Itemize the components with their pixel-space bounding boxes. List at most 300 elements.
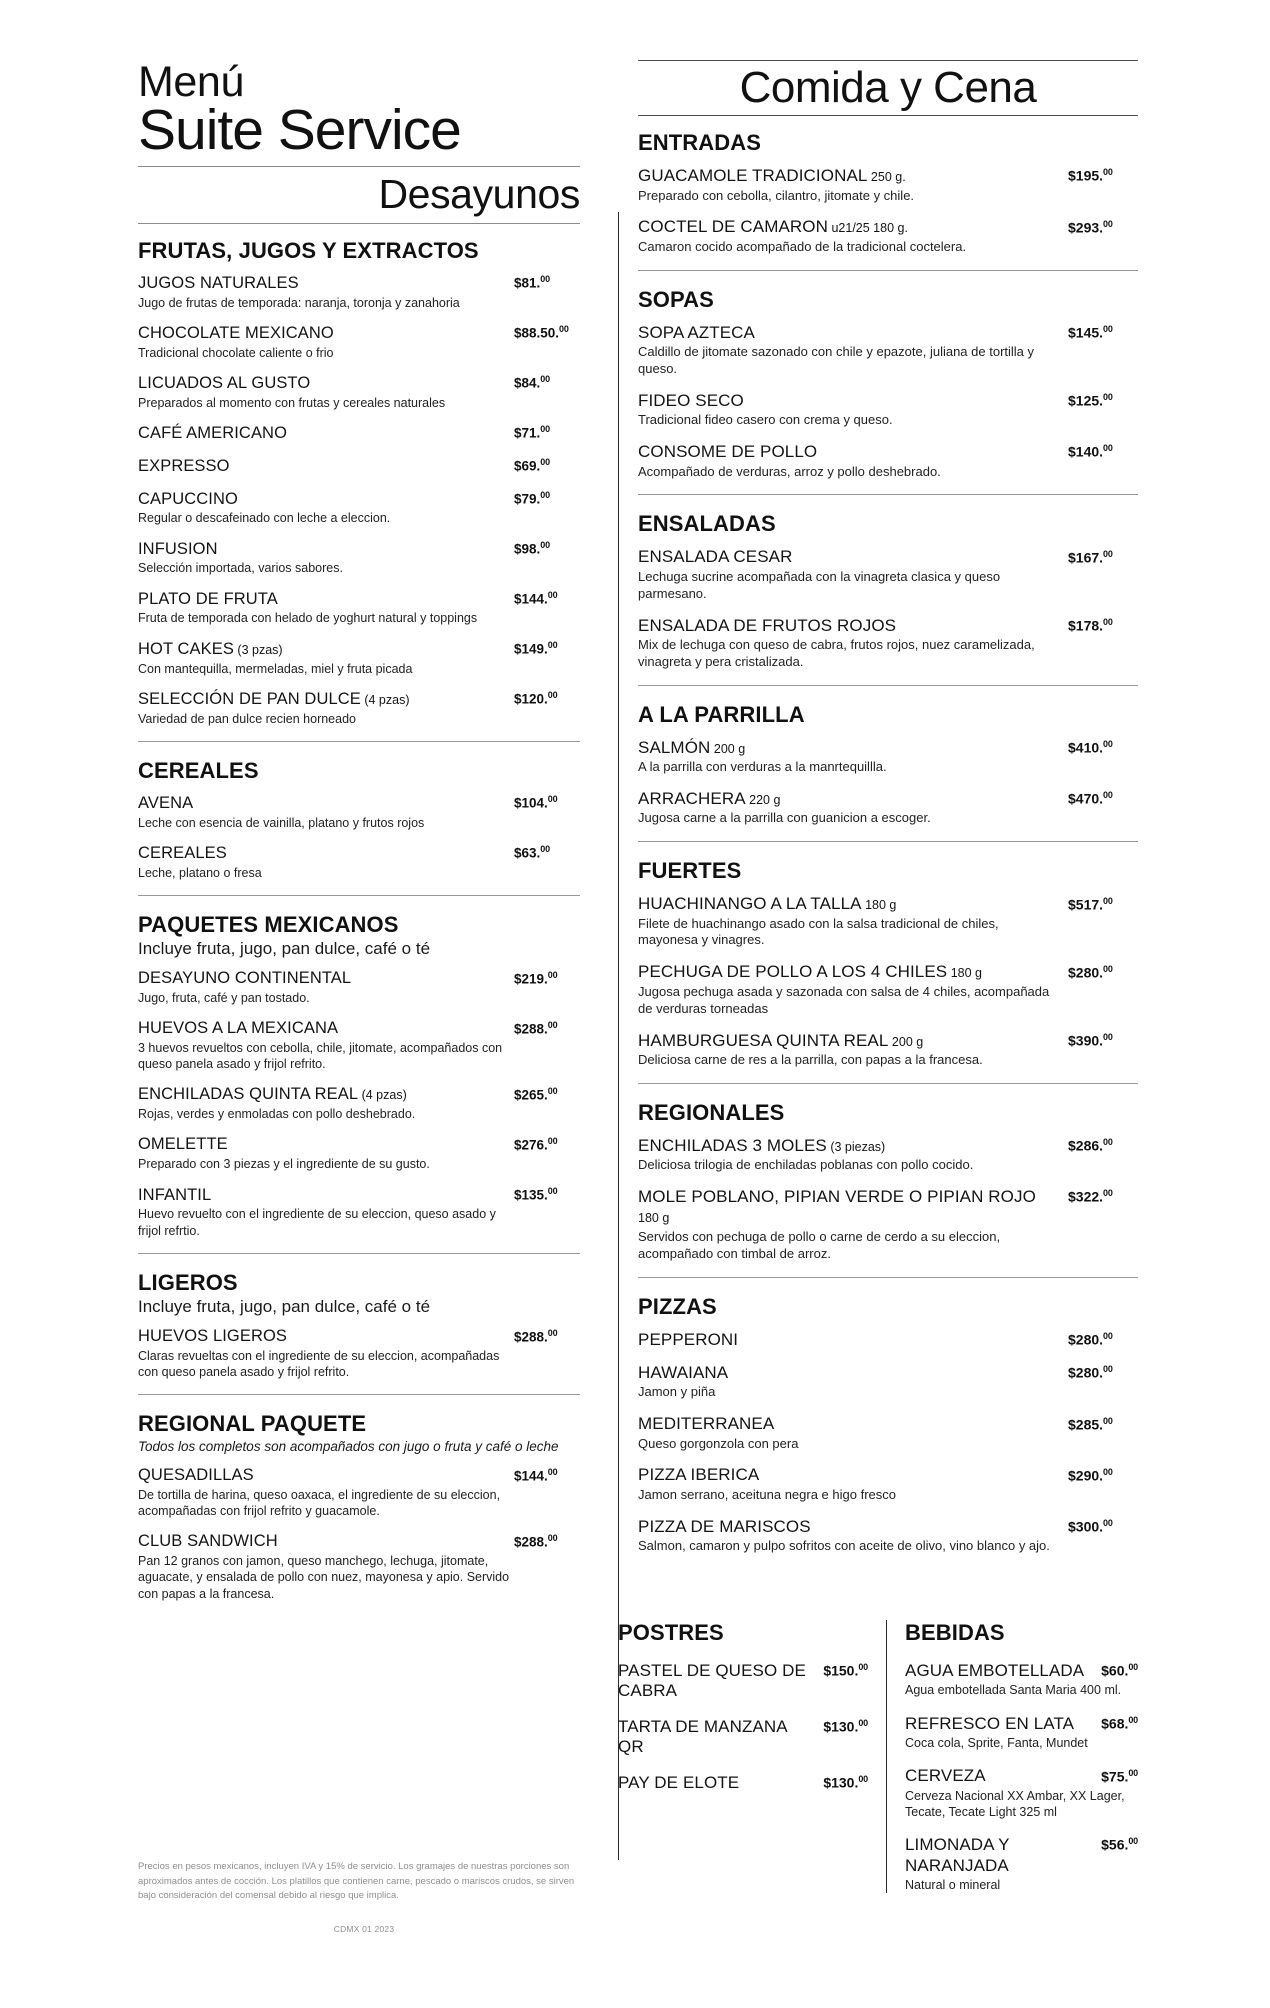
- menu-item-quantity: 180 g: [861, 898, 897, 913]
- menu-item-price-cents: 00: [1103, 1466, 1113, 1477]
- section-rule: [638, 1083, 1138, 1084]
- menu-item-row: [638, 1031, 1138, 1051]
- menu-item-name: HAWAIANA: [638, 1362, 729, 1382]
- menu-item: [905, 1661, 1138, 1699]
- menu-item-description: Mix de lechuga con queso de cabra, frutos rojos, nuez caramelizada, vinagreta y pera cristalizada.: [638, 636, 1035, 669]
- menu-item-name: CLUB SANDWICH: [138, 1532, 278, 1551]
- menu-item-name: MEDITERRANEA: [638, 1414, 775, 1434]
- menu-item-description: Tradicional fideo casero con crema y queso.: [638, 412, 893, 428]
- menu-item-row: [638, 738, 1138, 758]
- menu-item-row: [638, 391, 1138, 411]
- menu-item-price-cents: 00: [858, 1662, 868, 1673]
- menu-item: [138, 690, 580, 727]
- menu-item-row: [638, 1330, 1138, 1350]
- menu-item-price: $280.00: [1068, 1330, 1113, 1348]
- menu-item: [638, 217, 1138, 255]
- menu-item-name: INFANTIL: [138, 1185, 212, 1204]
- menu-item-price: $276.00: [514, 1135, 558, 1153]
- menu-item-price-cents: 00: [540, 844, 550, 855]
- section-subheading-note: Todos los completos son acompañados con jugo o fruta y café o leche: [138, 1439, 559, 1455]
- menu-item-row: [618, 1773, 868, 1793]
- menu-item-price-cents: 00: [547, 969, 558, 980]
- menu-item-description: Agua embotellada Santa Maria 400 ml.: [905, 1683, 1122, 1698]
- menu-item-price-cents: 00: [1103, 1188, 1113, 1199]
- menu-item-price: $135.00: [514, 1186, 558, 1203]
- menu-title-line1: Menú: [138, 58, 244, 106]
- menu-item: [618, 1773, 868, 1793]
- menu-item-name: FIDEO SECO: [638, 390, 744, 410]
- menu-item: [638, 1031, 1138, 1069]
- menu-item-row: [618, 1661, 868, 1702]
- section-items: [638, 1330, 1138, 1556]
- menu-item: [638, 1330, 1138, 1350]
- bottom-sections: [618, 1620, 1138, 1893]
- right-sections-container: [638, 130, 1138, 1555]
- menu-item: [138, 794, 580, 831]
- menu-item-price-cents: 00: [547, 1085, 558, 1096]
- menu-item-price: $280.00: [1068, 1364, 1113, 1381]
- section-rule: [138, 741, 580, 742]
- menu-item-row: [905, 1714, 1138, 1734]
- menu-item-price-cents: 00: [1103, 1137, 1113, 1148]
- menu-item-description: Natural o mineral: [905, 1877, 1001, 1892]
- menu-item-name: HUEVOS LIGEROS: [138, 1327, 288, 1345]
- menu-item: [638, 1136, 1138, 1174]
- menu-item-quantity: 200 g: [888, 1034, 924, 1049]
- menu-item-description: Servidos con pechuga de pollo o carne de cerdo a su eleccion, acompañado con timbal de arroz.: [638, 1228, 1001, 1261]
- menu-item: [638, 166, 1138, 204]
- menu-item-price: $63.00: [514, 844, 550, 861]
- menu-title-line2: Suite Service: [138, 97, 461, 162]
- menu-section: [638, 1100, 1138, 1263]
- section-rule: [638, 685, 1138, 686]
- menu-item-description: Rojas, verdes y enmoladas con pollo deshebrado.: [138, 1107, 416, 1122]
- menu-item-description: Preparado con 3 piezas y el ingrediente de su gusto.: [138, 1157, 430, 1172]
- menu-item-price: $68.00: [1101, 1714, 1138, 1732]
- menu-item-description: Variedad de pan dulce recien horneado: [138, 711, 356, 726]
- menu-item-description: Preparados al momento con frutas y cereales naturales: [138, 395, 446, 410]
- menu-item: [138, 969, 580, 1006]
- menu-item-price: $81.00: [514, 274, 550, 291]
- menu-item-price: $98.00: [514, 540, 550, 557]
- menu-item-price: $56.00: [1101, 1836, 1138, 1854]
- menu-item-description: Caldillo de jitomate sazonado con chile y epazote, juliana de tortilla y queso.: [638, 344, 1035, 376]
- menu-item-name: INFUSION: [138, 539, 218, 558]
- menu-item-row: [138, 590, 580, 610]
- menu-item-row: [905, 1661, 1138, 1681]
- menu-item-description: Leche, platano o fresa: [138, 865, 262, 880]
- menu-item-description: Salmon, camaron y pulpo sofritos con aceite de olivo, vino blanco y ajo.: [638, 1538, 1050, 1554]
- menu-item-price: $60.00: [1101, 1662, 1138, 1679]
- menu-item-price: $145.00: [1068, 324, 1113, 341]
- menu-item-price: $178.00: [1068, 616, 1113, 634]
- menu-item-name: EXPRESSO: [138, 456, 230, 475]
- menu-item-price-cents: 00: [540, 424, 550, 435]
- menu-item-price-cents: 00: [547, 1135, 558, 1146]
- menu-item: [138, 374, 580, 411]
- menu-item-price: $149.00: [514, 640, 558, 657]
- menu-item-price: $288.00: [514, 1532, 558, 1550]
- menu-item-description: Jamon serrano, aceituna negra e higo fresco: [638, 1486, 896, 1502]
- menu-item-quantity: 200 g: [710, 741, 746, 756]
- menu-section: [138, 912, 580, 1239]
- menu-item-price-cents: 00: [540, 457, 550, 468]
- menu-item-description: Cerveza Nacional XX Ambar, XX Lager, Tecate, Tecate Light 325 ml: [905, 1788, 1125, 1819]
- postres-items: [618, 1661, 868, 1793]
- menu-item-row: [905, 1835, 1138, 1876]
- menu-item: [905, 1714, 1138, 1752]
- menu-item-price: $322.00: [1068, 1188, 1113, 1206]
- section-heading: FUERTES: [638, 858, 742, 884]
- menu-item: [638, 1517, 1138, 1555]
- menu-item-name: DESAYUNO CONTINENTAL: [138, 969, 352, 988]
- section-subheading: Incluye fruta, jugo, pan dulce, café o té: [138, 938, 431, 958]
- menu-item-quantity: 180 g: [638, 1211, 670, 1226]
- menu-item-row: [138, 969, 580, 989]
- menu-item-price: $88.50.00: [514, 324, 569, 341]
- menu-section: [638, 130, 1138, 256]
- menu-item-price: $293.00: [1068, 218, 1113, 236]
- menu-item-price: $265.00: [514, 1085, 558, 1103]
- postres-column: [618, 1620, 886, 1893]
- menu-item-price: $470.00: [1068, 790, 1113, 807]
- menu-item-price: $75.00: [1101, 1767, 1138, 1785]
- menu-item-name: ENSALADA DE FRUTOS ROJOS: [638, 615, 897, 635]
- section-items: [638, 323, 1138, 481]
- menu-item-description: Deliciosa trilogia de enchiladas poblanas con pollo cocido.: [638, 1157, 974, 1173]
- menu-item-price: $285.00: [1068, 1415, 1113, 1433]
- menu-item-row: [138, 640, 580, 660]
- menu-item-description: Coca cola, Sprite, Fanta, Mundet: [905, 1735, 1088, 1750]
- menu-section: [638, 858, 1138, 1069]
- menu-item-row: [638, 1363, 1138, 1383]
- menu-item: [638, 738, 1138, 776]
- menu-item-name: HAMBURGUESA QUINTA REAL 200 g: [638, 1030, 924, 1050]
- menu-item: [138, 590, 580, 627]
- section-items: [638, 1136, 1138, 1263]
- menu-item-description: A la parrilla con verduras a la manrtequillla.: [638, 759, 887, 775]
- menu-item-price-cents: 00: [1103, 790, 1113, 801]
- menu-item-row: [138, 1466, 580, 1486]
- menu-item-price-cents: 00: [1103, 324, 1113, 334]
- menu-item-quantity: (3 piezas): [826, 1139, 886, 1154]
- menu-item-description: Tradicional chocolate caliente o frio: [138, 345, 334, 360]
- section-heading: CEREALES: [138, 757, 259, 783]
- menu-item-name: AVENA: [138, 793, 194, 812]
- menu-item-description: Pan 12 granos con jamon, queso manchego, lechuga, jitomate, aguacate, y ensalada de pollo con nuez, mayonesa y apio. Servido con papas a la francesa.: [138, 1554, 510, 1601]
- menu-item: [138, 457, 580, 477]
- menu-item-name: CHOCOLATE MEXICANO: [138, 323, 334, 342]
- section-heading: REGIONAL PAQUETE: [138, 1411, 367, 1437]
- menu-item-price-cents: 00: [858, 1718, 868, 1729]
- menu-item-price-cents: 00: [547, 590, 558, 601]
- menu-item-row: [138, 324, 580, 344]
- subtitle-rule: [138, 223, 580, 224]
- menu-item-price: $120.00: [514, 690, 558, 707]
- menu-item-name: TARTA DE MANZANA QR: [618, 1716, 787, 1757]
- menu-item-row: [638, 962, 1138, 982]
- menu-item-price-cents: 00: [540, 540, 550, 551]
- menu-item-row: [638, 547, 1138, 567]
- menu-item-price-cents: 00: [1103, 616, 1113, 627]
- section-heading: LIGEROS: [138, 1269, 238, 1295]
- menu-item-row: [138, 794, 580, 814]
- menu-item-price-cents: 00: [540, 374, 550, 385]
- menu-item-price-cents: 00: [547, 794, 558, 805]
- menu-item-price-cents: 00: [1103, 1364, 1113, 1375]
- menu-item-description: Acompañado de verduras, arroz y pollo deshebrado.: [638, 463, 941, 479]
- menu-item-price: $195.00: [1068, 167, 1113, 185]
- title-rule: [138, 166, 580, 167]
- menu-item-price-cents: 00: [1103, 963, 1113, 974]
- menu-item-price: $517.00: [1068, 895, 1113, 913]
- menu-item: [638, 894, 1138, 949]
- menu-item: [638, 789, 1138, 827]
- menu-item-name: CAFÉ AMERICANO: [138, 423, 288, 442]
- section-items: [138, 794, 580, 881]
- menu-item: [618, 1717, 868, 1758]
- menu-item-row: [138, 690, 580, 710]
- section-rule: [138, 1253, 580, 1254]
- menu-item-price: $288.00: [514, 1327, 558, 1344]
- menu-item: [138, 1466, 580, 1519]
- menu-item-description: De tortilla de harina, queso oaxaca, el ingrediente de su eleccion, acompañadas con frijol refrito y guacamole.: [138, 1487, 501, 1519]
- menu-item: [618, 1661, 868, 1702]
- menu-item: [138, 540, 580, 577]
- menu-item: [138, 324, 580, 361]
- column-divider: [618, 212, 619, 1860]
- comida-cena-title: Comida y Cena: [739, 63, 1037, 112]
- menu-item-row: [638, 442, 1138, 462]
- menu-item-price-cents: 00: [547, 1532, 558, 1543]
- menu-item-price-cents: 00: [547, 1019, 558, 1030]
- menu-item-row: [138, 1327, 580, 1347]
- menu-item-row: [138, 844, 580, 864]
- section-heading: SOPAS: [638, 286, 714, 312]
- menu-item-name: GUACAMOLE TRADICIONAL 250 g.: [638, 166, 906, 186]
- menu-item-price-cents: 00: [547, 690, 558, 701]
- menu-item-name: HUEVOS A LA MEXICANA: [138, 1019, 339, 1038]
- menu-item-price: $130.00: [823, 1718, 868, 1735]
- section-items: [638, 166, 1138, 256]
- menu-item-name: ENCHILADAS 3 MOLES (3 piezas): [638, 1135, 886, 1155]
- menu-item-price-cents: 00: [858, 1773, 868, 1784]
- menu-item: [138, 844, 580, 881]
- menu-item: [138, 1532, 580, 1602]
- menu-item-description: Preparado con cebolla, cilantro, jitomate y chile.: [638, 187, 915, 203]
- menu-item-price-cents: 00: [1103, 443, 1113, 454]
- menu-item: [638, 1187, 1138, 1263]
- menu-item-price: $144.00: [514, 590, 558, 607]
- menu-item-price-cents: 00: [1103, 895, 1113, 906]
- menu-item-name: HUACHINANGO A LA TALLA 180 g: [638, 894, 897, 914]
- menu-item-price: $125.00: [1068, 392, 1113, 409]
- menu-item-quantity: (4 pzas): [360, 692, 410, 707]
- menu-section: [138, 758, 580, 881]
- menu-item-name: ENCHILADAS QUINTA REAL (4 pzas): [138, 1085, 407, 1104]
- menu-item-name: ENSALADA CESAR: [638, 547, 793, 567]
- menu-item-name: OMELETTE: [138, 1135, 228, 1154]
- menu-item: [138, 640, 580, 677]
- menu-item-name: HOT CAKES (3 pzas): [138, 639, 283, 658]
- section-rule: [138, 1394, 580, 1395]
- menu-item-description: Huevo revuelto con el ingrediente de su eleccion, queso asado y frijol refrtio.: [138, 1207, 496, 1238]
- menu-item-name: LIMONADA Y NARANJADA: [905, 1835, 1010, 1875]
- menu-item-row: [638, 616, 1138, 636]
- menu-item-price-cents: 00: [559, 324, 569, 335]
- menu-item-name: SELECCIÓN DE PAN DULCE (4 pzas): [138, 689, 410, 708]
- menu-item-price: $104.00: [514, 794, 558, 811]
- menu-item-price-cents: 00: [540, 274, 550, 285]
- menu-item-price-cents: 00: [547, 1186, 558, 1196]
- menu-item-description: Lechuga sucrine acompañada con la vinagreta clasica y queso parmesano.: [638, 568, 1001, 601]
- menu-section: [638, 511, 1138, 670]
- menu-item-description: Con mantequilla, mermeladas, miel y fruta picada: [138, 661, 413, 676]
- menu-item-price: $219.00: [514, 969, 558, 987]
- menu-item-name: CONSOME DE POLLO: [638, 442, 818, 462]
- menu-item-row: [638, 1517, 1138, 1537]
- menu-item-price: $130.00: [823, 1773, 868, 1791]
- menu-item-name: MOLE POBLANO, PIPIAN VERDE O PIPIAN ROJO 180 g: [638, 1187, 1036, 1226]
- right-column: [638, 60, 1138, 1555]
- menu-item-price-cents: 00: [1128, 1767, 1138, 1778]
- menu-section: [138, 238, 580, 727]
- menu-item-price: $79.00: [514, 490, 550, 507]
- section-heading-postres: POSTRES: [618, 1620, 724, 1645]
- menu-item: [638, 616, 1138, 671]
- menu-item-price-cents: 00: [547, 1327, 558, 1338]
- menu-item-row: [638, 217, 1138, 237]
- menu-item-description: Regular o descafeinado con leche a eleccion.: [138, 511, 391, 526]
- left-column: [138, 60, 580, 1602]
- menu-item-price-cents: 00: [547, 640, 558, 651]
- menu-item: [905, 1835, 1138, 1893]
- menu-item-quantity: (3 pzas): [233, 642, 283, 657]
- menu-item: [138, 424, 580, 444]
- menu-item-row: [638, 323, 1138, 343]
- menu-section: [638, 1294, 1138, 1555]
- menu-item-price-cents: 00: [1103, 218, 1113, 229]
- right-title-rule-top: [638, 60, 1138, 61]
- right-title-rule-bottom: [638, 115, 1138, 116]
- menu-item-name: PIZZA IBERICA: [638, 1465, 760, 1485]
- menu-item-description: Jugosa pechuga asada y sazonada con salsa de 4 chiles, acompañada de verduras torneadas: [638, 983, 1050, 1016]
- menu-item-name: REFRESCO EN LATA: [905, 1713, 1075, 1733]
- desayunos-subtitle: Desayunos: [378, 170, 580, 217]
- menu-section: [138, 1270, 580, 1381]
- menu-item: [138, 1327, 580, 1380]
- bebidas-items: [905, 1661, 1138, 1893]
- menu-item-quantity: (4 pzas): [358, 1088, 407, 1103]
- section-rule: [638, 1277, 1138, 1278]
- menu-item-price-cents: 00: [1103, 738, 1113, 749]
- menu-item-name: QUESADILLAS: [138, 1466, 254, 1485]
- menu-item-price: $290.00: [1068, 1466, 1113, 1484]
- menu-item-name: JUGOS NATURALES: [138, 273, 299, 292]
- menu-item-price: $286.00: [1068, 1137, 1113, 1154]
- menu-item-price-cents: 00: [1103, 392, 1113, 403]
- menu-item: [138, 274, 580, 311]
- menu-item-description: Jugo, fruta, café y pan tostado.: [138, 990, 310, 1005]
- menu-item-price-cents: 00: [1103, 1031, 1113, 1042]
- menu-item-description: Filete de huachinango asado con la salsa tradicional de chiles, mayonesa y vinagres.: [638, 915, 999, 948]
- menu-item-row: [138, 457, 580, 477]
- menu-item-price: $71.00: [514, 424, 550, 441]
- menu-item-row: [638, 1187, 1138, 1228]
- menu-item-price: $167.00: [1068, 548, 1113, 566]
- bebidas-column: [887, 1620, 1138, 1893]
- section-items: [138, 1327, 580, 1380]
- menu-item-name: PAY DE ELOTE: [618, 1772, 740, 1792]
- section-items: [138, 969, 580, 1239]
- section-items: [638, 547, 1138, 670]
- section-rule: [638, 841, 1138, 842]
- menu-item-price-cents: 00: [1103, 548, 1113, 559]
- menu-section: [138, 1411, 580, 1602]
- footer-disclaimer: Precios en pesos mexicanos, incluyen IVA y 15% de servicio. Los gramajes de nuestras porciones son aproximados antes de cocción. Los platillos que contienen carne, pescado o mariscos crudos, se sirven bajo consideración del comensal debido al riesgo que implica.: [138, 1861, 575, 1902]
- menu-item-description: 3 huevos revueltos con cebolla, chile, jitomate, acompañados con queso panela asado y frijol refrito.: [138, 1040, 503, 1072]
- menu-section: [638, 287, 1138, 481]
- section-heading: PIZZAS: [638, 1293, 717, 1319]
- menu-item: [638, 1465, 1138, 1503]
- menu-item-price: $69.00: [514, 457, 550, 474]
- menu-item-description: Camaron cocido acompañado de la tradicional coctelera.: [638, 238, 967, 254]
- menu-item-row: [638, 789, 1138, 809]
- menu-item-price-cents: 00: [1103, 1330, 1113, 1341]
- menu-item-price: $300.00: [1068, 1518, 1113, 1535]
- menu-item-name: PASTEL DE QUESO DE CABRA: [618, 1660, 806, 1701]
- menu-item-name: CEREALES: [138, 843, 227, 862]
- menu-item-description: Claras revueltas con el ingrediente de su eleccion, acompañadas con queso panela asado y frijol refrito.: [138, 1348, 500, 1380]
- menu-item-name: CAPUCCINO: [138, 489, 238, 508]
- section-items: [638, 894, 1138, 1069]
- left-sections-container: [138, 238, 580, 1602]
- section-rule: [638, 270, 1138, 271]
- section-heading: ENTRADAS: [638, 130, 762, 156]
- menu-item: [905, 1766, 1138, 1820]
- menu-item-price: $84.00: [514, 374, 550, 391]
- menu-item-price: $390.00: [1068, 1031, 1113, 1049]
- menu-item-price: $144.00: [514, 1466, 558, 1484]
- menu-item: [638, 1363, 1138, 1401]
- menu-item: [638, 547, 1138, 602]
- menu-item-price-cents: 00: [1128, 1662, 1138, 1673]
- menu-item-price-cents: 00: [540, 490, 550, 501]
- menu-item-name: PIZZA DE MARISCOS: [638, 1516, 811, 1536]
- menu-item-name: PLATO DE FRUTA: [138, 589, 278, 608]
- menu-item-price-cents: 00: [547, 1466, 558, 1477]
- menu-item-row: [138, 540, 580, 560]
- menu-item-description: Fruta de temporada con helado de yoghurt natural y toppings: [138, 611, 478, 626]
- footer-code: CDMX 01 2023: [333, 1924, 395, 1934]
- menu-item-name: PECHUGA DE POLLO A LOS 4 CHILES 180 g: [638, 962, 982, 982]
- menu-item-price-cents: 00: [1103, 167, 1113, 178]
- menu-item-price: $410.00: [1068, 738, 1113, 756]
- menu-item: [638, 1414, 1138, 1452]
- menu-item-name: COCTEL DE CAMARON u21/25 180 g.: [638, 217, 908, 237]
- menu-item-row: [138, 1532, 580, 1552]
- menu-item-price: $140.00: [1068, 443, 1113, 461]
- menu-section: [638, 702, 1138, 828]
- menu-item: [638, 442, 1138, 480]
- menu-item-quantity: 180 g: [947, 966, 982, 981]
- menu-item-row: [905, 1766, 1138, 1786]
- menu-item-row: [638, 1414, 1138, 1434]
- menu-item-name: ARRACHERA 220 g: [638, 788, 781, 808]
- menu-item-name: LICUADOS AL GUSTO: [138, 373, 311, 392]
- menu-item-price-cents: 00: [1128, 1836, 1138, 1847]
- menu-item-name: SALMÓN 200 g: [638, 737, 746, 757]
